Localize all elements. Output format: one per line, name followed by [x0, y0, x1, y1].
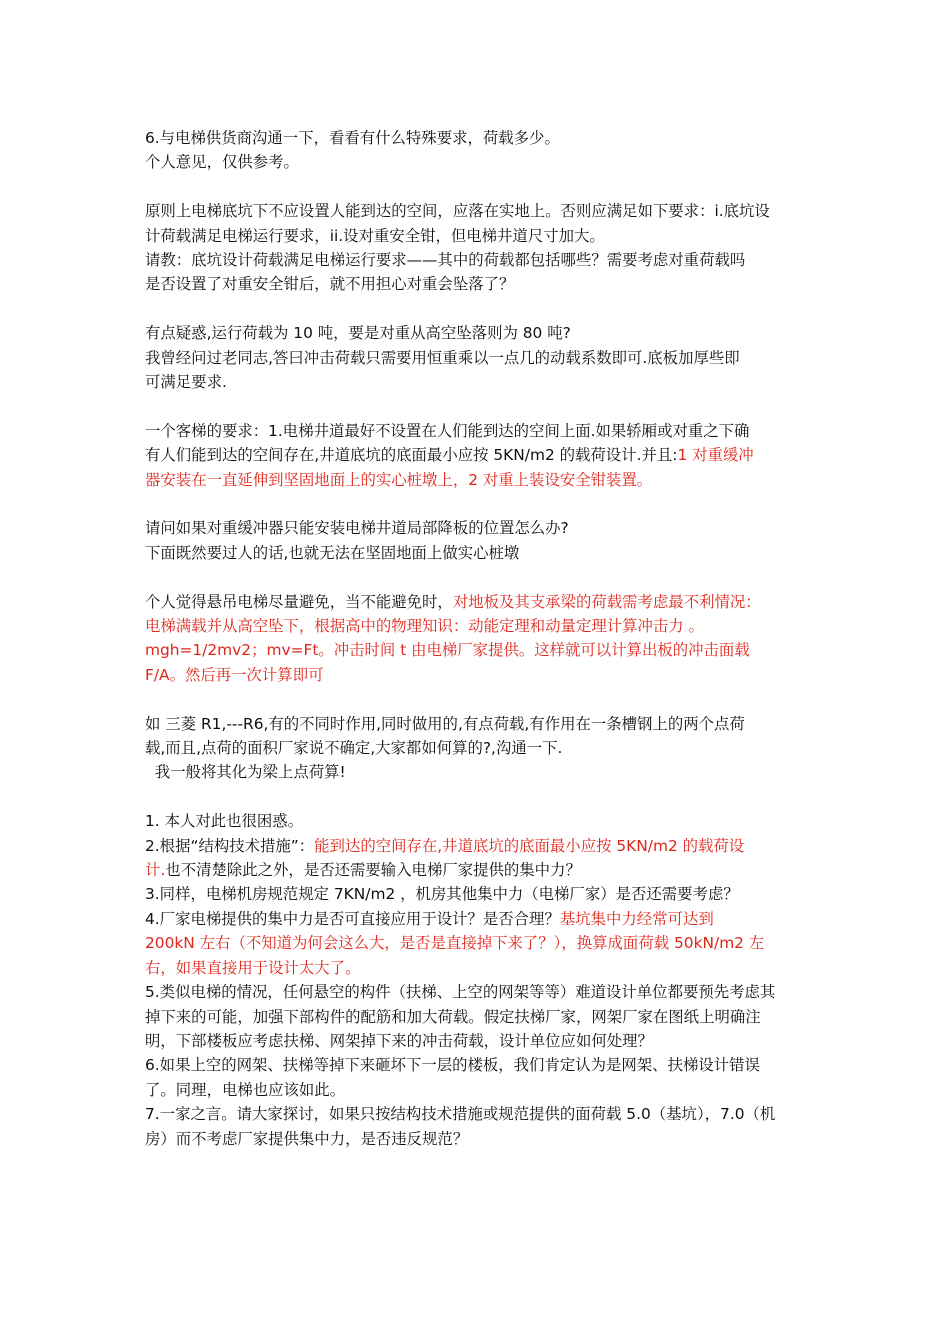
highlighted-text: 电梯满载并从高空坠下，根据高中的物理知识：动能定理和动量定理计算冲击力 。	[145, 617, 704, 636]
text-line	[145, 858, 807, 882]
body-text: 原则上电梯底坑下不应设置人能到达的空间，应落在实地上。否则应满足如下要求：i.底坑设	[145, 202, 770, 221]
highlighted-text: 能到达的空间存在,井道底坑的底面最小应按 5KN/m2 的载荷设	[314, 836, 745, 855]
body-text: 2.根据“结构技术措施”：	[145, 836, 315, 855]
body-text: 也不清楚除此之外，是否还需要输入电梯厂家提供的集中力？	[165, 861, 581, 880]
body-text: 有点疑惑,运行荷载为 10 吨，要是对重从高空坠落则为 80 吨?	[145, 324, 571, 343]
text-line	[145, 663, 807, 687]
body-text: 房）而不考虑厂家提供集中力，是否违反规范？	[145, 1129, 469, 1148]
text-line	[145, 1005, 807, 1029]
body-text: 7.一家之言。请大家探讨，如果只按结构技术措施或规范提供的面荷载 5.0（基坑），7.0（机	[145, 1105, 776, 1124]
body-text: 请问如果对重缓冲器只能安装电梯井道局部降板的位置怎么办?	[145, 519, 569, 538]
text-line	[145, 907, 807, 931]
text-line	[145, 712, 807, 736]
text-line	[145, 272, 807, 296]
body-text: 6.与电梯供货商沟通一下，看看有什么特殊要求，荷载多少。	[145, 129, 560, 147]
paragraph	[145, 126, 807, 175]
text-line	[145, 590, 807, 614]
body-text: 3.同样，电梯机房规范规定 7KN/m2 ，机房其他集中力（电梯厂家）是否还需要考虑？	[145, 885, 739, 904]
paragraph	[145, 419, 807, 492]
paragraph	[145, 590, 807, 688]
highlighted-text: 对地板及其支承梁的荷载需考虑最不利情况：	[452, 592, 761, 611]
text-line	[145, 980, 807, 1004]
body-text: 明，下部楼板应考虑扶梯、网架掉下来的冲击荷载，设计单位应如何处理？	[145, 1031, 653, 1050]
text-line	[145, 346, 807, 370]
body-text: 计荷载满足电梯运行要求，ii.设对重安全钳，但电梯井道尺寸加大。	[145, 226, 605, 245]
text-line	[145, 834, 807, 858]
text-line	[145, 126, 807, 150]
text-line	[145, 1053, 807, 1077]
text-line	[145, 614, 807, 638]
paragraph	[145, 199, 807, 297]
text-line	[145, 541, 807, 565]
paragraph	[145, 809, 807, 1151]
body-text: 5.类似电梯的情况，任何悬空的构件（扶梯、上空的网架等等）难道设计单位都要预先考虑其	[145, 983, 776, 1002]
body-text: 个人意见，仅供参考。	[145, 153, 299, 172]
text-line	[145, 1029, 807, 1053]
text-line	[145, 1078, 807, 1102]
text-line	[145, 1102, 807, 1126]
text-line	[145, 638, 807, 662]
body-text: 有人们能到达的空间存在,井道底坑的底面最小应按 5KN/m2 的载荷设计.并且:	[145, 446, 678, 465]
highlighted-text: F/A。然后再一次计算即可	[145, 665, 324, 684]
text-line	[145, 760, 807, 784]
text-line	[145, 150, 807, 174]
highlighted-text: 右，如果直接用于设计太大了。	[145, 958, 361, 977]
body-text: 我一般将其化为梁上点荷算!	[145, 763, 346, 782]
body-text: 可满足要求.	[145, 373, 227, 392]
paragraph	[145, 516, 807, 565]
body-text: 6.如果上空的网架、扶梯等掉下来砸坏下一层的楼板，我们肯定认为是网架、扶梯设计错误	[145, 1056, 760, 1075]
body-text: 如 三菱 R1,---R6,有的不同时作用,同时做用的,有点荷载,有作用在一条槽钢上的两个点荷	[145, 714, 745, 733]
highlighted-text: 计.	[145, 861, 166, 880]
highlighted-text: 1 对重缓冲	[677, 446, 754, 465]
text-line	[145, 736, 807, 760]
body-text: 载,而且,点荷的面积厂家说不确定,大家都如何算的?,沟通一下.	[145, 739, 563, 758]
body-text: 请教：底坑设计荷载满足电梯运行要求——其中的荷载都包括哪些？需要考虑对重荷载吗	[145, 251, 746, 270]
text-line	[145, 1127, 807, 1151]
body-text: 一个客梯的要求：1.电梯井道最好不设置在人们能到达的空间上面.如果轿厢或对重之下确	[145, 421, 750, 440]
text-line	[145, 956, 807, 980]
highlighted-text: 200kN 左右（不知道为何会这么大，是否是直接掉下来了？），换算成面荷载 50kN/m2 左	[145, 934, 765, 953]
text-line	[145, 419, 807, 443]
paragraph	[145, 712, 807, 785]
text-line	[145, 224, 807, 248]
paragraph	[145, 321, 807, 394]
highlighted-text: 器安装在一直延伸到坚固地面上的实心桩墩上，2 对重上装设安全钳装置。	[145, 470, 653, 489]
document-body	[145, 126, 807, 1175]
text-line	[145, 443, 807, 467]
body-text: 掉下来的可能，加强下部构件的配筋和加大荷载。假定扶梯厂家，网架厂家在图纸上明确注	[145, 1007, 761, 1026]
text-line	[145, 199, 807, 223]
text-line	[145, 882, 807, 906]
text-line	[145, 931, 807, 955]
text-line	[145, 468, 807, 492]
highlighted-text: mgh=1/2mv2；mv=Ft。冲击时间 t 由电梯厂家提供。这样就可以计算出板的冲击面载	[145, 641, 750, 660]
body-text: 下面既然要过人的话,也就无法在坚固地面上做实心桩墩	[145, 543, 520, 562]
highlighted-text: 基坑集中力经常可达到	[559, 909, 714, 928]
body-text: 我曾经问过老同志,答曰冲击荷载只需要用恒重乘以一点几的动载系数即可.底板加厚些即	[145, 348, 740, 367]
body-text: 4.厂家电梯提供的集中力是否可直接应用于设计？是否合理？	[145, 909, 560, 928]
text-line	[145, 248, 807, 272]
text-line	[145, 321, 807, 345]
text-line	[145, 370, 807, 394]
text-line	[145, 516, 807, 540]
body-text: 个人觉得悬吊电梯尽量避免，当不能避免时，	[145, 592, 453, 611]
text-line	[145, 809, 807, 833]
body-text: 是否设置了对重安全钳后，就不用担心对重会坠落了？	[145, 275, 515, 294]
body-text: 1. 本人对此也很困惑。	[145, 812, 304, 831]
body-text: 了。同理，电梯也应该如此。	[145, 1080, 346, 1099]
